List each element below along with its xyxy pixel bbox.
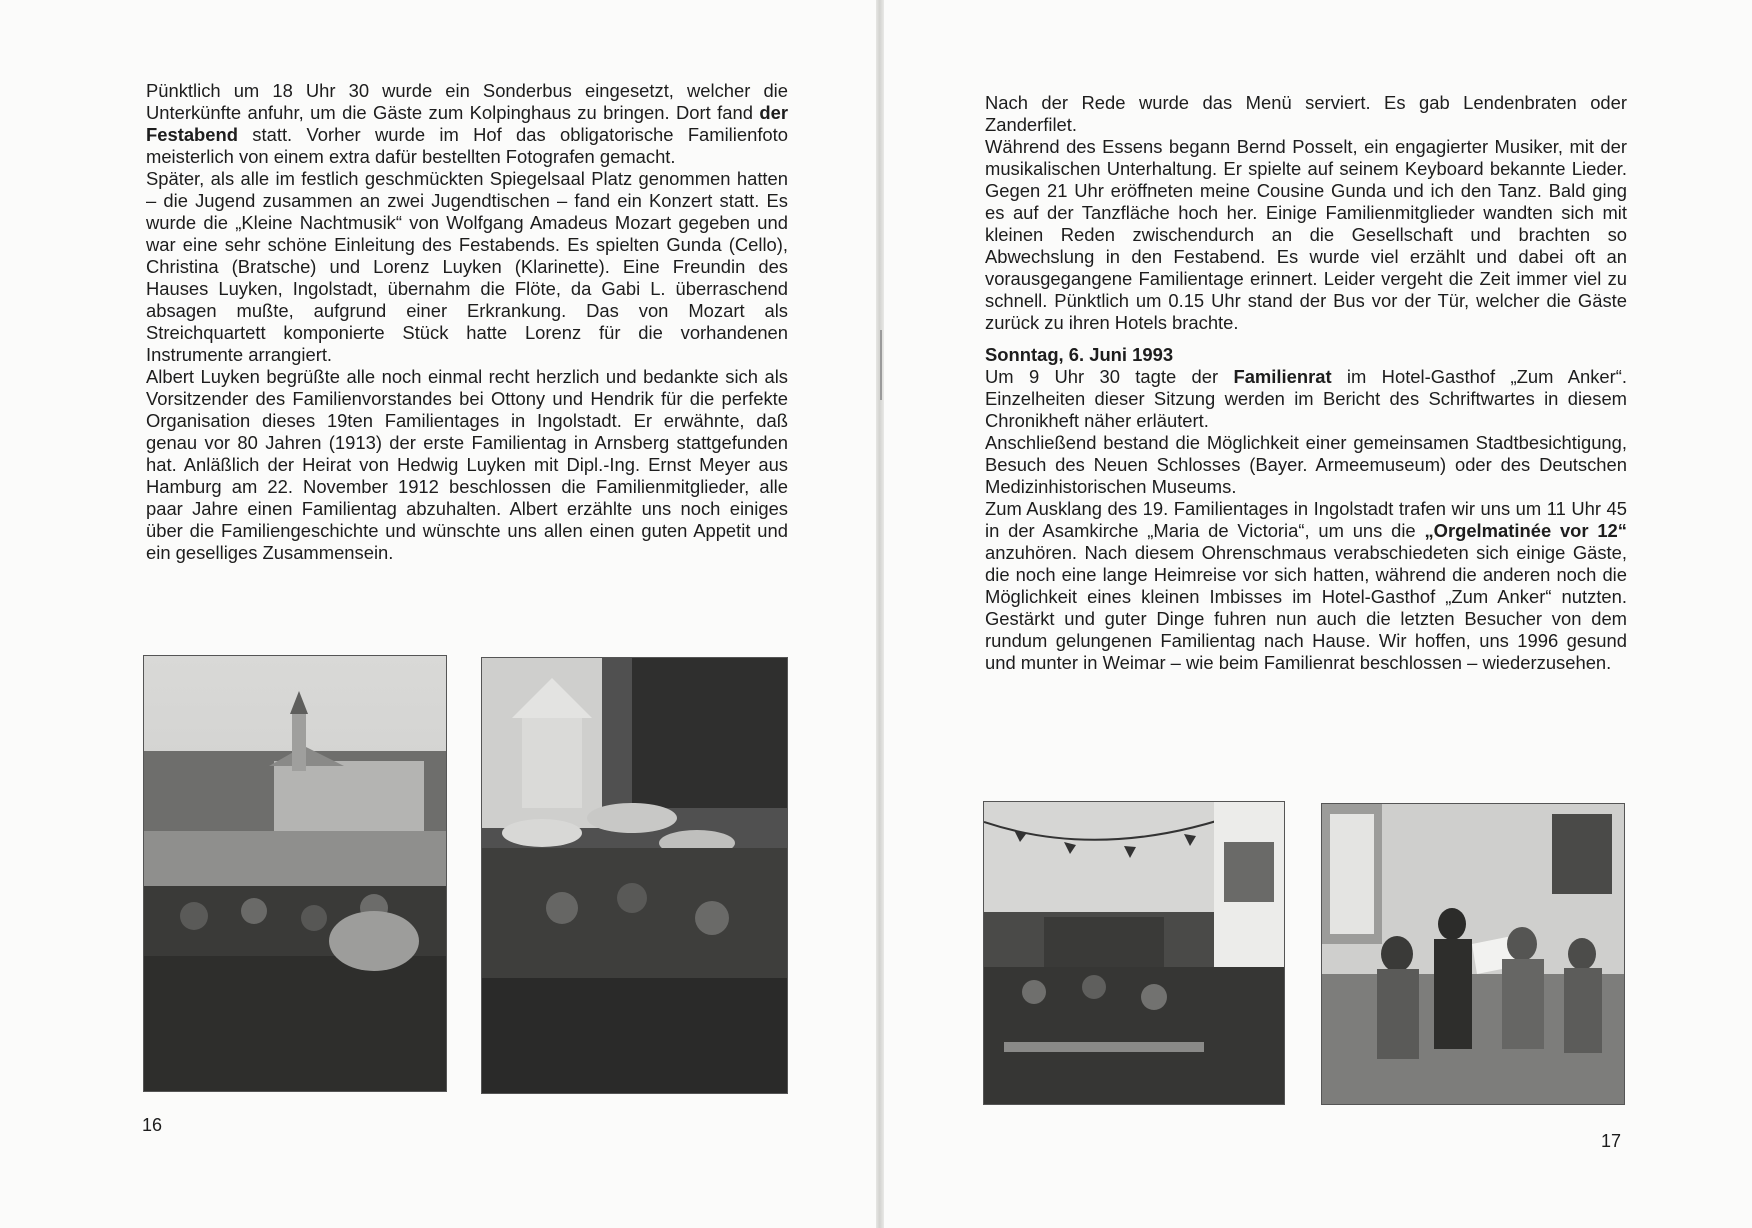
bold-orgelmatinee: „Orgelmatinée vor 12“ (1424, 520, 1627, 541)
page-number-right: 17 (1601, 1131, 1622, 1151)
paragraph-musik: Während des Essens begann Bernd Posselt, ein engagierter Musiker, mit der musikalischen Unterhaltung. Er spielte auf seinem Keyboard bekannte Lieder. Gegen 21 Uhr eröffneten meine Cousine Gunda und ich den Tanz. Bald ging es auf der Tanzfläche hoch her. Einige Familienmitglieder wandten sich mit kleinen Reden zwischendurch an die Gesellschaft und brachten so Abwechslung in den Festabend. Es wurde viel erzählt und dabei oft an vorausgegangene Familientage erinnert. Leider vergeht die Zeit immer viel zu schnell. Pünktlich um 0.15 Uhr stand der Bus vor der Tür, welcher die Gäste zurück zu ihren Hotels brachte. (985, 136, 1627, 333)
paragraph-ausklang: Zum Ausklang des 19. Familientages in Ingolstadt trafen wir uns um 11 Uhr 45 in der Asamkirche „Maria de Victoria“, um uns die „Orgelmatinée vor 12“ anzuhören. Nach diesem Ohrenschmaus verabschiedeten sich einige Gäste, die noch eine lange Heimreise vor sich hatten, während die anderen noch die Möglichkeit eines kleinen Imbisses im Hotel-Gasthof „Zum Anker“ nutzten. Gestärkt und guter Dinge fuhren nun auch die letzten Besucher von dem rundum gelungenen Familientag nach Hause. Wir hoffen, uns 1996 gesund und munter in Weimar – wie beim Familienrat beschlossen – wiederzusehen. (985, 498, 1627, 673)
paragraph-familienrat: Um 9 Uhr 30 tagte der Familienrat im Hotel-Gasthof „Zum Anker“. Einzelheiten dieser Sitzung werden im Bericht des Schriftwartes in diesem Chronikheft näher erläutert. (985, 366, 1627, 431)
page-number-left: 16 (142, 1115, 163, 1135)
paragraph-festabend: Pünktlich um 18 Uhr 30 wurde ein Sonderbus eingesetzt, welcher die Unterkünfte anfuhr, um die Gäste zum Kolpinghaus zu bringen. Dort fand der Festabend statt. Vorher wurde im Hof das obligatorische Familienfoto meisterlich von einem extra dafür bestellten Fotografen gemacht. (146, 80, 788, 167)
photo-tent-gathering (983, 801, 1285, 1105)
paragraph-stadtbesichtigung: Anschließend bestand die Möglichkeit einer gemeinsamen Stadtbesichtigung, Besuch des Neuen Schlosses (Bayer. Armeemuseum) oder des Deutschen Medizinhistorischen Museums. (985, 432, 1627, 497)
left-page-text (146, 80, 788, 564)
paragraph-albert: Albert Luyken begrüßte alle noch einmal recht herzlich und bedankte sich als Vorsitzender des Familienvorstandes bei Ottony und Hendrik für die perfekte Organisation dieses 19ten Familientages in Ingolstadt. Er erwähnte, daß genau vor 80 Jahren (1913) der erste Familientag in Arnsberg stattgefunden hat. Anläßlich der Heirat von Hedwig Luyken mit Dipl.-Ing. Ernst Meyer aus Hamburg am 22. November 1912 beschlossen die Familienmitglieder, alle paar Jahre einen Familientag abzuhalten. Albert erzählte uns noch einiges über die Familiengeschichte und wünschte uns allen einen guten Appetit und ein geselliges Zusammensein. (146, 366, 788, 563)
bold-familienrat: Familienrat (1233, 366, 1332, 387)
photo-music-quartet (1321, 803, 1625, 1105)
book-gutter (876, 0, 884, 1228)
paragraph-menu: Nach der Rede wurde das Menü serviert. Es gab Lendenbraten oder Zanderfilet. (985, 92, 1627, 135)
gutter-mark (880, 330, 882, 400)
section-heading-sonntag: Sonntag, 6. Juni 1993 (985, 344, 1174, 365)
bold-festabend: der Festabend (146, 102, 788, 145)
right-page-text (985, 92, 1627, 674)
photo-courtyard-umbrellas (481, 657, 788, 1094)
photo-church-river (143, 655, 447, 1092)
paragraph-konzert: Später, als alle im festlich geschmückten Spiegelsaal Platz genommen hatten – die Jugend zusammen an zwei Jugendtischen – fand ein Konzert statt. Es wurde die „Kleine Nachtmusik“ von Wolfgang Amadeus Mozart gegeben und war eine sehr schöne Einleitung des Festabends. Es spielten Gunda (Cello), Christina (Bratsche) und Lorenz Luyken (Klarinette). Eine Freundin des Hauses Luyken, Ingolstadt, übernahm die Flöte, da Gabi L. überraschend absagen mußte, aufgrund einer Erkrankung. Das von Mozart als Streichquartett komponierte Stück hatte Lorenz für die vorhandenen Instrumente arrangiert. (146, 168, 788, 365)
